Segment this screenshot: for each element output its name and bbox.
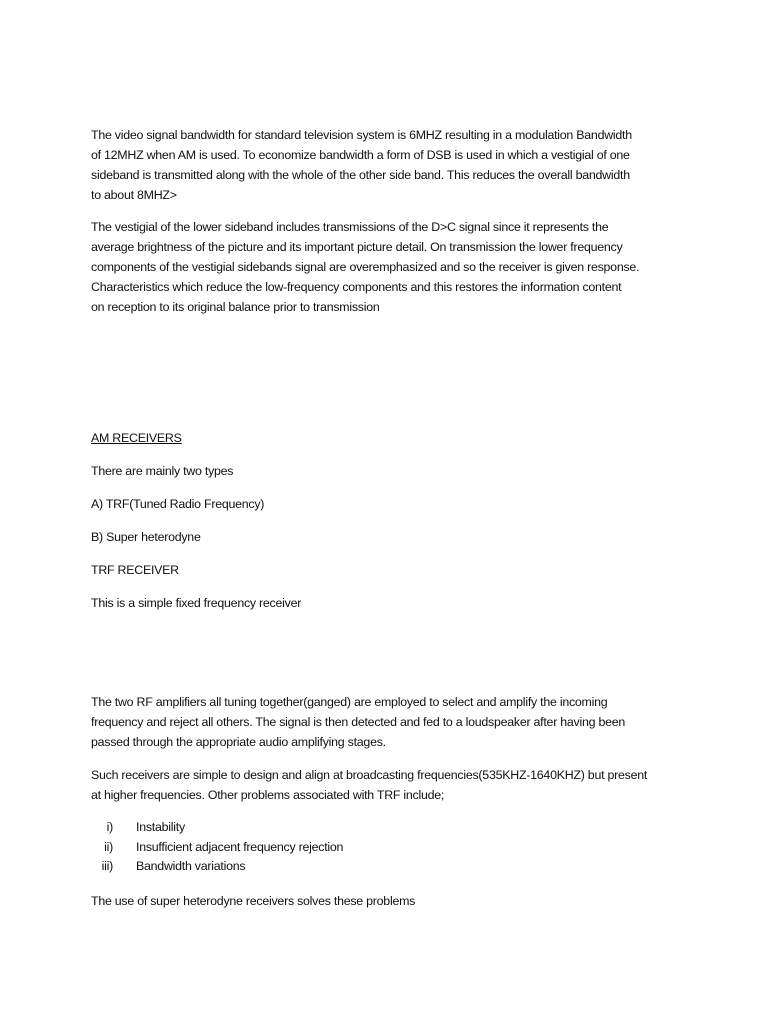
text-line: The video signal bandwidth for standard television system is 6MHZ resulting in a modulation Bandwidth (91, 128, 632, 142)
text-line: frequency and reject all others. The signal is then detected and fed to a loudspeaker after having been (91, 715, 626, 729)
list-marker: iii) (101, 859, 113, 873)
text-line: average brightness of the picture and its important picture detail. On transmission the lower frequency (91, 240, 623, 254)
text-line: to about 8MHZ> (91, 188, 177, 202)
text-line: Characteristics which reduce the low-frequency components and this restores the information content (91, 280, 622, 294)
trf-intro: This is a simple fixed frequency receiver (91, 596, 302, 610)
type-b-superheterodyne: B) Super heterodyne (91, 530, 201, 544)
text-line: on reception to its original balance prior to transmission (91, 300, 380, 314)
text-line: at higher frequencies. Other problems associated with TRF include; (91, 788, 445, 802)
paragraph-rf-amplifiers (91, 692, 691, 752)
list-marker: i) (106, 820, 113, 834)
trf-receiver-heading: TRF RECEIVER (91, 563, 179, 577)
list-item-text: Insufficient adjacent frequency rejection (136, 839, 344, 854)
problems-list (91, 818, 691, 877)
types-intro: There are mainly two types (91, 464, 234, 478)
list-item-text: Bandwidth variations (136, 859, 246, 873)
paragraph-video-bandwidth (91, 125, 691, 205)
list-item (91, 838, 691, 858)
text-line: components of the vestigial sidebands signal are overemphasized and so the receiver is given response. (91, 260, 640, 274)
heading-text: AM RECEIVERS (91, 431, 182, 445)
text-line: The two RF amplifiers all tuning together(ganged) are employed to select and amplify the incoming (91, 695, 608, 709)
type-a-trf: A) TRF(Tuned Radio Frequency) (91, 497, 265, 511)
section-heading-am-receivers (91, 428, 691, 448)
text-line: passed through the appropriate audio amplifying stages. (91, 735, 386, 749)
list-item-text: Instability (136, 820, 185, 834)
text-line: sideband is transmitted along with the whole of the other side band. This reduces the overall bandwidth (91, 168, 630, 182)
list-item (91, 818, 691, 838)
text-line: Such receivers are simple to design and align at broadcasting frequencies(535KHZ-1640KHZ) but present (91, 768, 648, 782)
conclusion: The use of super heterodyne receivers solves these problems (91, 894, 416, 908)
text-line: of 12MHZ when AM is used. To economize bandwidth a form of DSB is used in which a vestigial of one (91, 148, 630, 162)
list-marker: ii) (104, 839, 113, 854)
paragraph-trf-problems (91, 765, 691, 805)
text-line: The vestigial of the lower sideband includes transmissions of the D>C signal since it represents the (91, 220, 609, 234)
paragraph-vestigial-sideband (91, 217, 691, 317)
list-item (91, 857, 691, 877)
